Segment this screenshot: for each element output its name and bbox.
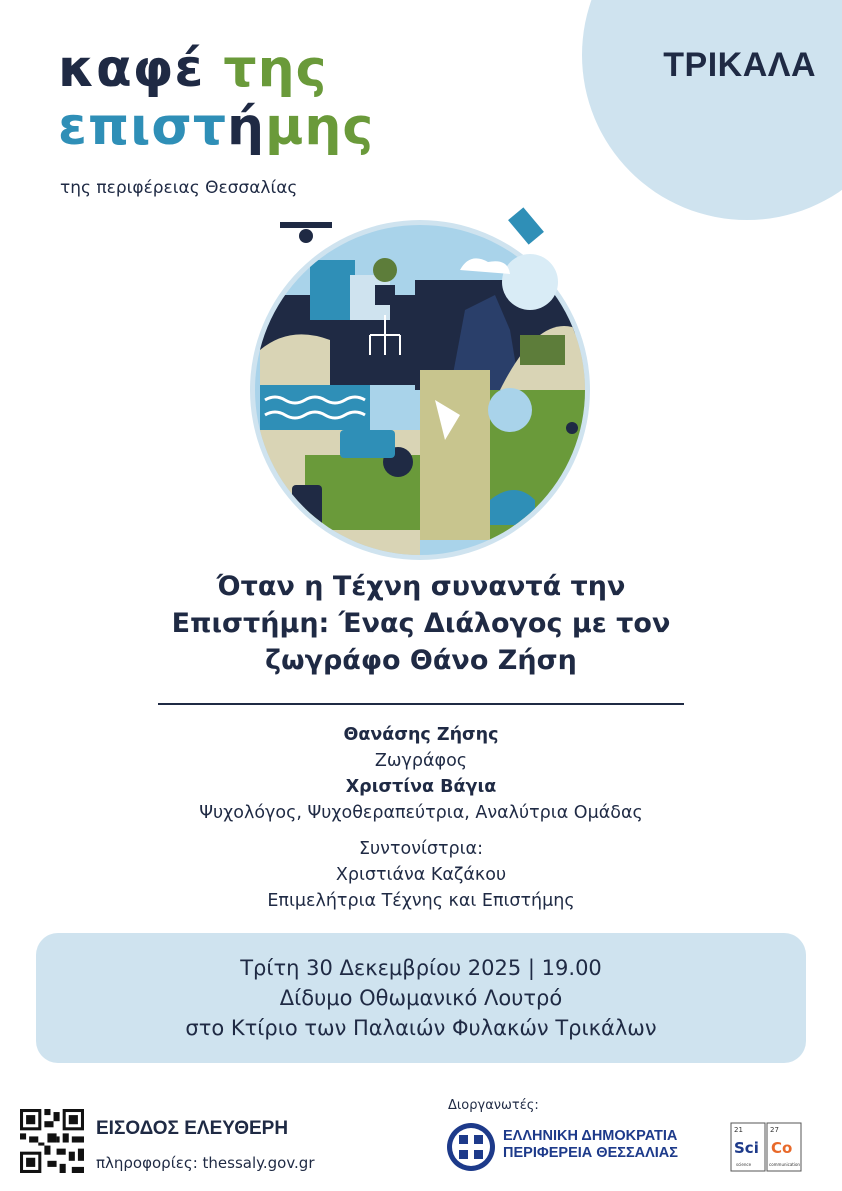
speakers-section [100, 722, 742, 914]
speaker-2-name: Χριστίνα Βάγια [345, 777, 497, 797]
water-waves-icon [260, 385, 370, 430]
drone-icon [280, 222, 332, 228]
spacer [100, 826, 742, 836]
event-title [100, 568, 742, 679]
chip-icon [375, 285, 395, 305]
free-entry-label: ΕΙΣΟΔΟΣ ΕΛΕΥΘΕΡΗ [96, 1118, 289, 1139]
scico-number-2: 27 [770, 1126, 779, 1134]
organizer-line-1: ΕΛΛΗΝΙΚΗ ΔΗΜΟΚΡΑΤΙΑ [503, 1128, 678, 1144]
logo-word-tis: της [223, 39, 328, 99]
qr-code[interactable] [20, 1109, 84, 1173]
scico-symbol-sci: Sci [734, 1139, 759, 1157]
monastery-icon [520, 335, 565, 365]
greek-state-emblem-icon [446, 1122, 496, 1172]
logo-word-epistimis-c: μης [265, 97, 375, 157]
logo-word-epistimis-b: ή [227, 97, 266, 157]
speaker-1-name: Θανάσης Ζήσης [343, 725, 499, 745]
organizers-label: Διοργανωτές: [448, 1098, 539, 1113]
event-details-box [36, 933, 806, 1063]
head-gears-icon [488, 388, 532, 432]
organizer-line-2: ΠΕΡΙΦΕΡΕΙΑ ΘΕΣΣΑΛΙΑΣ [503, 1145, 678, 1161]
moderator-label: Συντονίστρια: [359, 839, 483, 859]
scico-word-communication: communication [769, 1162, 800, 1167]
title-divider [158, 703, 684, 705]
moderator-role: Επιμελήτρια Τέχνης και Επιστήμης [267, 891, 575, 911]
event-date-time: Τρίτη 30 Δεκεμβρίου 2025 | 19.00 [240, 956, 602, 980]
event-venue-location: στο Κτίριο των Παλαιών Φυλακών Τρικάλων [185, 1016, 657, 1040]
science-collage-illustration [220, 200, 620, 570]
event-title-line-1: Όταν η Τέχνη συναντά την [216, 571, 626, 602]
satellite-icon [508, 207, 544, 244]
logo-line-1 [58, 40, 374, 98]
city-label: ΤΡΙΚΑΛΑ [663, 46, 816, 84]
moderator-name: Χριστιάνα Καζάκου [335, 865, 507, 885]
logo-word-kafe: καφέ [58, 39, 224, 99]
scico-logo [730, 1122, 802, 1172]
scico-number-1: 21 [734, 1126, 743, 1134]
event-venue: Δίδυμο Οθωμανικό Λουτρό [279, 986, 563, 1010]
info-website[interactable]: πληροφορίες: thessaly.gov.gr [96, 1154, 315, 1172]
speaker-1-role: Ζωγράφος [374, 751, 468, 771]
leaf-icon [373, 258, 397, 282]
event-title-line-2: Επιστήμη: Ένας Διάλογος με τον [171, 608, 671, 639]
corner-circle-decoration [582, 0, 842, 220]
network-node-icon [566, 422, 578, 434]
kafe-tis-epistimis-logo [58, 40, 374, 156]
organizer-region-name [503, 1128, 678, 1162]
logo-line-2 [58, 98, 374, 156]
scico-word-science: science [736, 1162, 752, 1167]
logo-word-epistimis-a: επιστ [58, 97, 228, 157]
logo-subtitle: της περιφέρειας Θεσσαλίας [60, 178, 298, 198]
event-title-line-3: ζωγράφο Θάνο Ζήση [265, 645, 577, 676]
scico-symbol-co: Co [771, 1139, 793, 1157]
speaker-2-role: Ψυχολόγος, Ψυχοθεραπεύτρια, Αναλύτρια Ομάδας [199, 803, 643, 823]
